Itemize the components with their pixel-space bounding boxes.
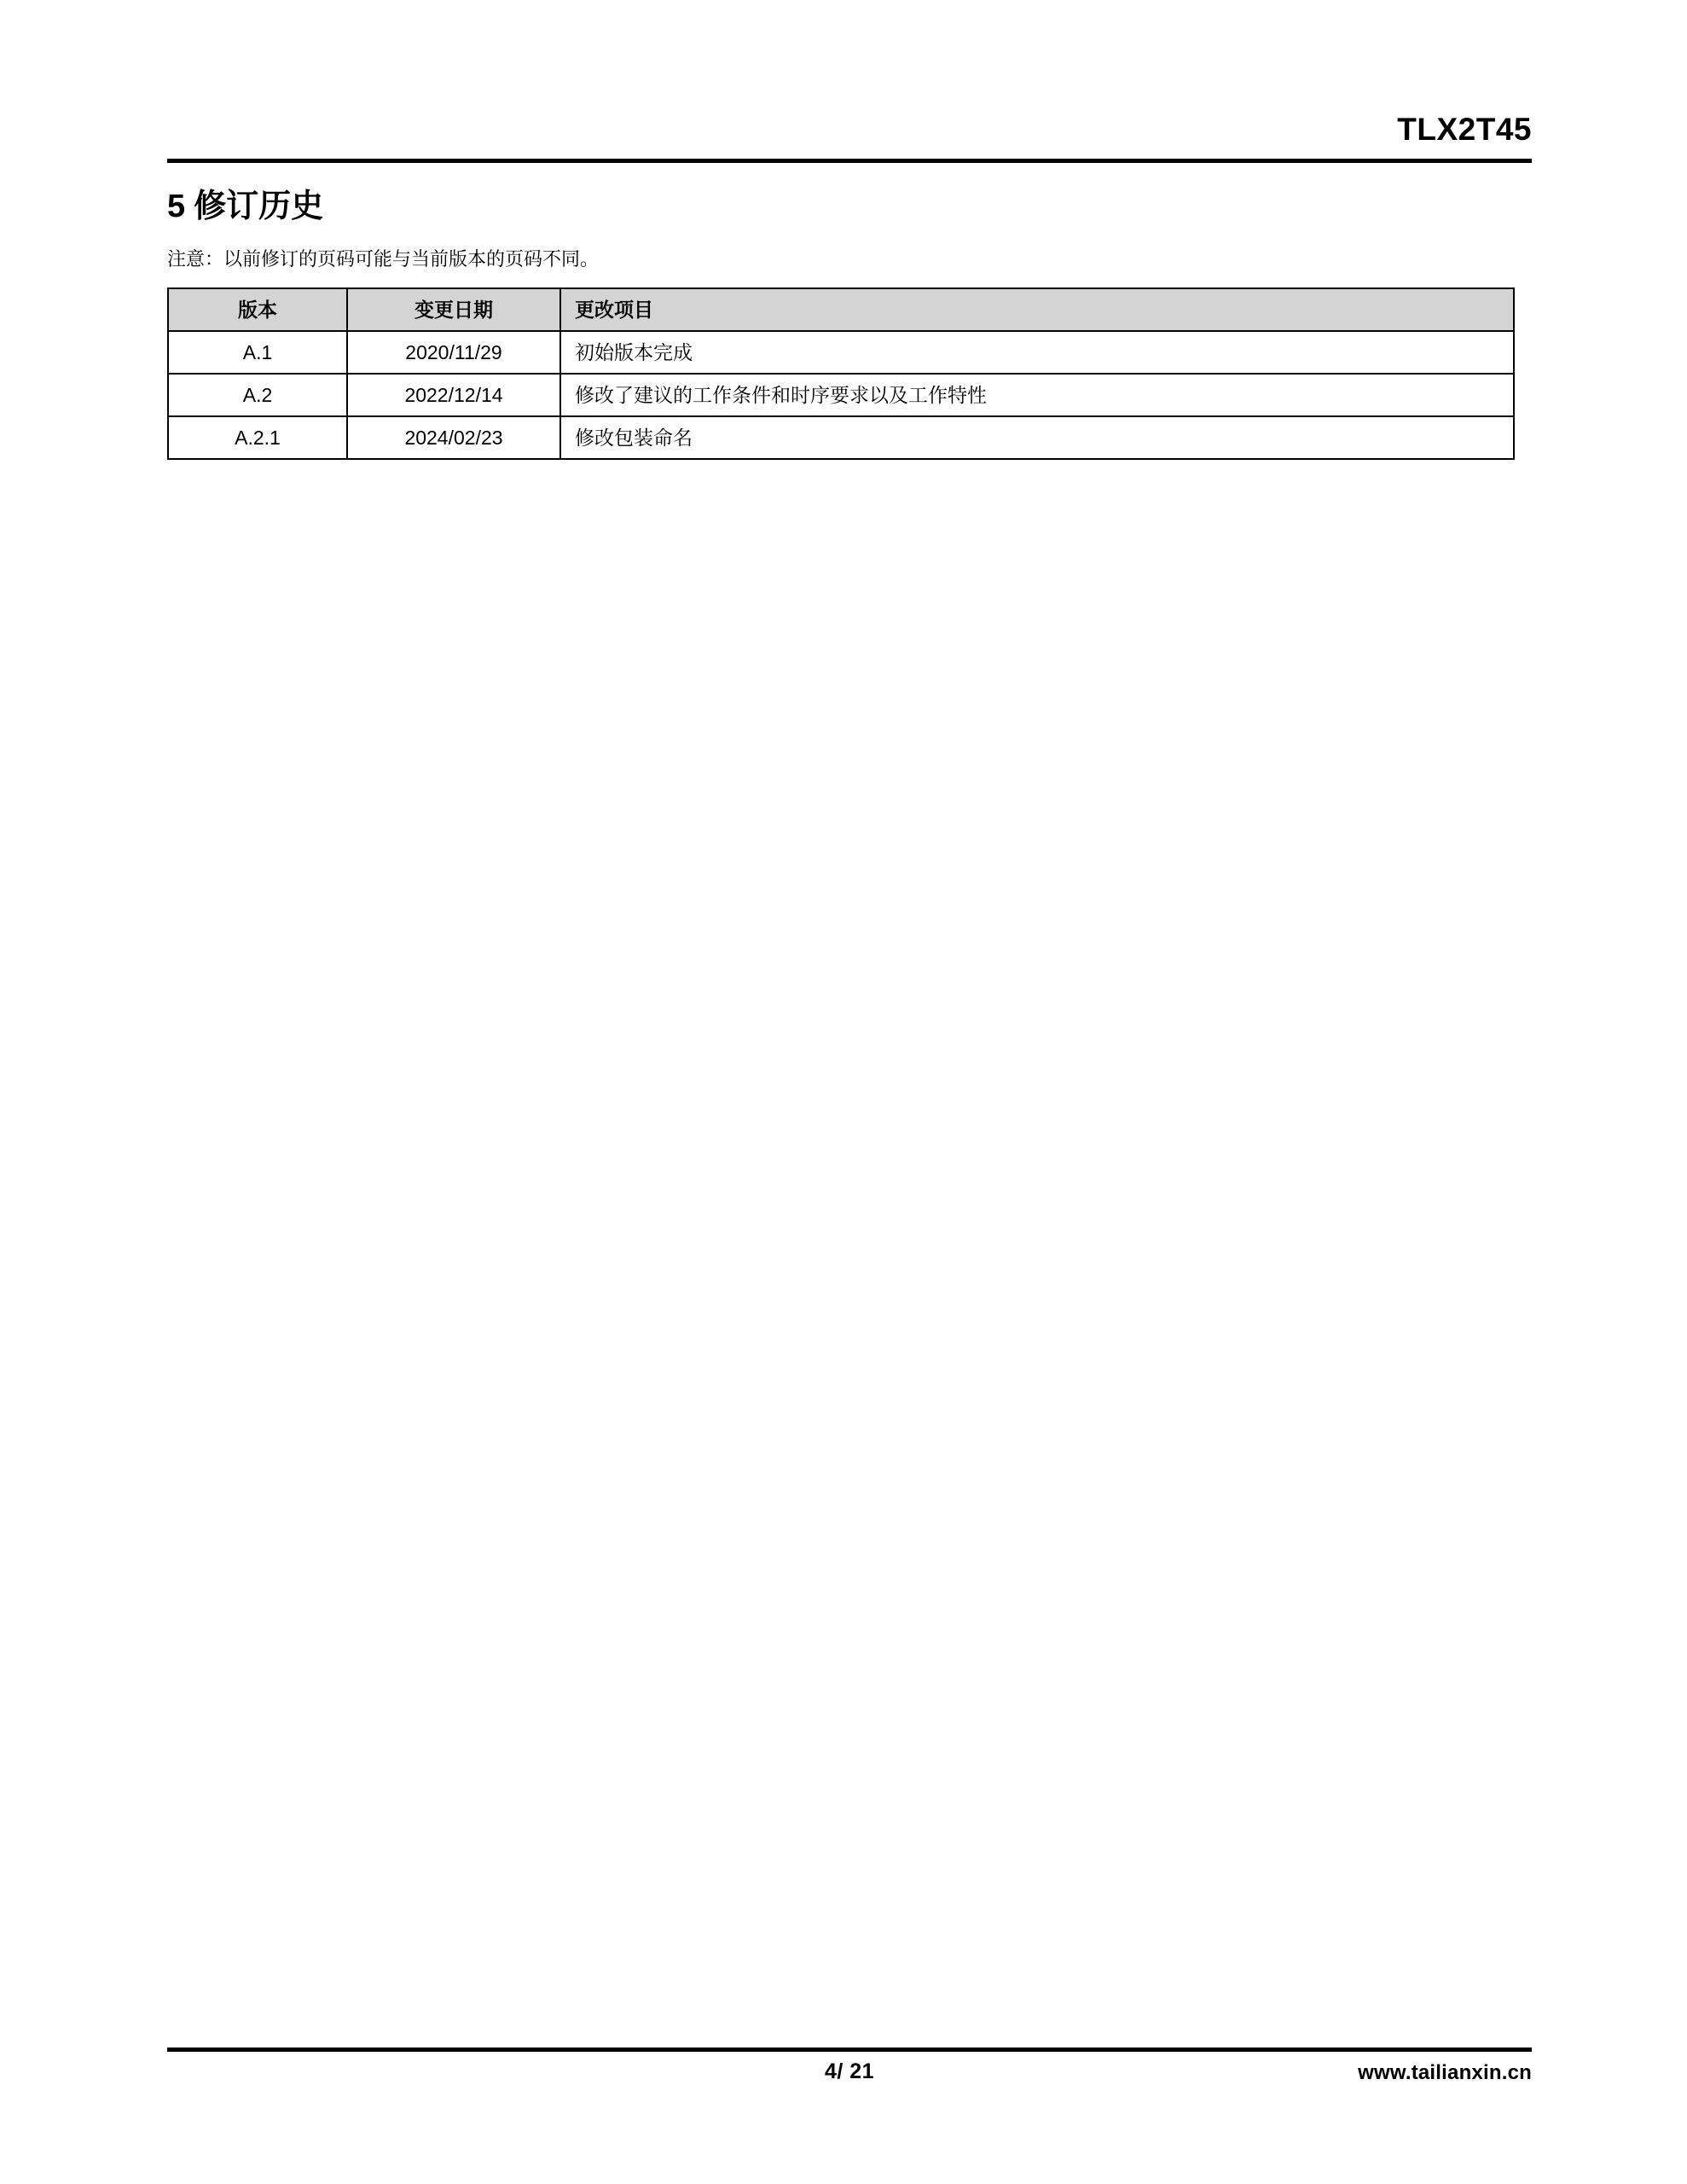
table-row [168, 416, 1514, 459]
table-row [168, 331, 1514, 374]
cell-item: 修改包装命名 [560, 416, 1514, 459]
cell-date: 2022/12/14 [347, 374, 560, 416]
footer-website: www.tailianxin.cn [1358, 2061, 1532, 2084]
section-note: 注意：以前修订的页码可能与当前版本的页码不同。 [167, 248, 600, 270]
section-title-text: 修订历史 [194, 189, 324, 224]
cell-version: A.2.1 [168, 416, 347, 459]
revision-history-table [167, 288, 1515, 460]
section-heading [167, 186, 323, 227]
column-header-date: 变更日期 [347, 288, 560, 331]
table-header [168, 288, 1514, 331]
table-body [168, 331, 1514, 459]
document-part-number: TLX2T45 [1397, 112, 1532, 147]
page-header [167, 111, 1532, 162]
page-footer [167, 2048, 1532, 2107]
footer-divider [167, 2048, 1532, 2052]
cell-version: A.2 [168, 374, 347, 416]
cell-date: 2024/02/23 [347, 416, 560, 459]
section-number: 5 [167, 189, 186, 224]
cell-item: 修改了建议的工作条件和时序要求以及工作特性 [560, 374, 1514, 416]
column-header-version: 版本 [168, 288, 347, 331]
column-header-item: 更改项目 [560, 288, 1514, 331]
header-divider [167, 159, 1532, 163]
table-header-row [168, 288, 1514, 331]
cell-version: A.1 [168, 331, 347, 374]
cell-item: 初始版本完成 [560, 331, 1514, 374]
table-row [168, 374, 1514, 416]
page-number: 4/ 21 [824, 2059, 875, 2083]
cell-date: 2020/11/29 [347, 331, 560, 374]
